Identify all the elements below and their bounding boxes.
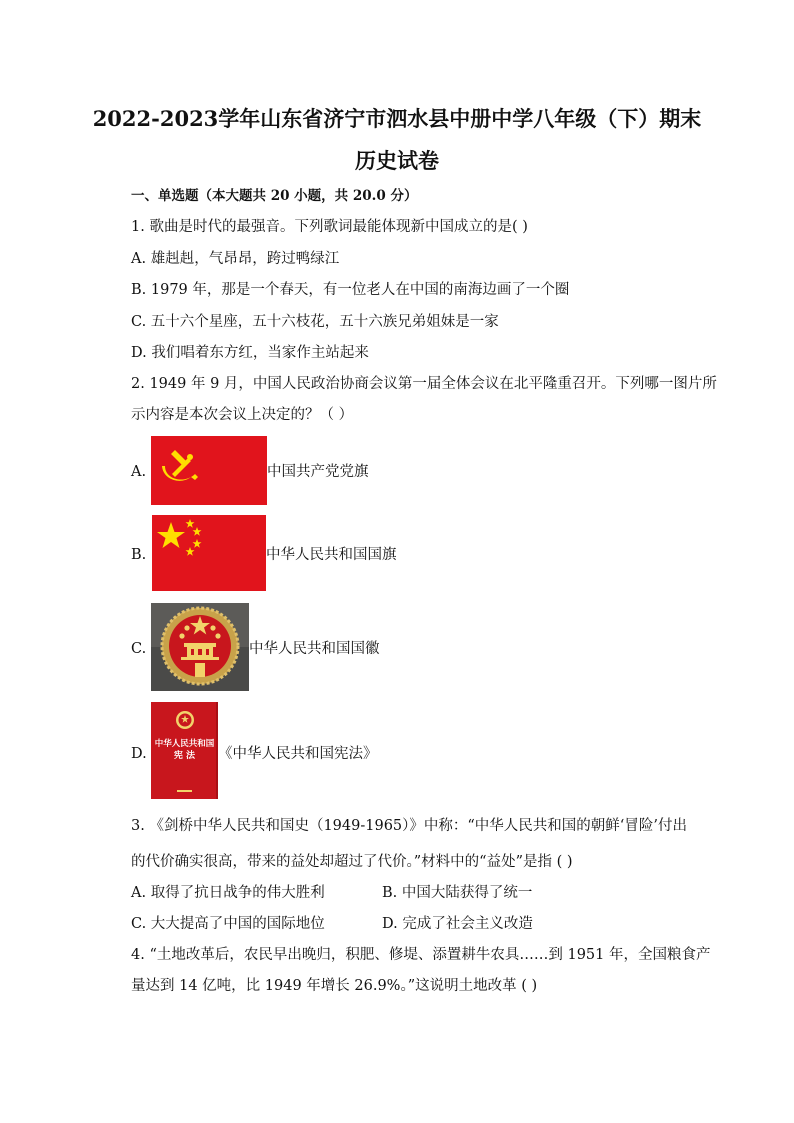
q2-option-c-label[interactable]: C. — [131, 641, 147, 657]
q1-option-c[interactable]: C. 五十六个星座，五十六枝花，五十六族兄弟姐妹是一家 — [131, 314, 499, 330]
emblem-icon — [175, 710, 195, 730]
constitution-book-image[interactable] — [151, 702, 218, 799]
q3-option-b[interactable]: B. 中国大陆获得了统一 — [382, 885, 533, 901]
q2-stem-line2: 示内容是本次会议上决定的？（ ） — [131, 407, 354, 423]
q2-option-b-text: 中华人民共和国国旗 — [266, 547, 397, 563]
q2-option-d-text: 《中华人民共和国宪法》 — [218, 746, 378, 762]
q2-option-a-label[interactable]: A. — [131, 464, 147, 480]
q3-stem-line1: 3. 《剑桥中华人民共和国史（1949-1965）》中称：“中华人民共和国的朝鲜‘冒险’付出 — [131, 818, 688, 834]
book-title-line2: 宪 法 — [173, 751, 196, 761]
book-title-line1: 中华人民共和国 — [154, 739, 215, 749]
q2-option-c-text: 中华人民共和国国徽 — [249, 641, 380, 657]
q1-option-d[interactable]: D. 我们唱着东方红，当家作主站起来 — [131, 345, 369, 361]
national-emblem-image[interactable] — [151, 603, 249, 691]
q3-option-a[interactable]: A. 取得了抗日战争的伟大胜利 — [131, 885, 325, 901]
party-flag-image[interactable] — [151, 436, 267, 505]
exam-title-line2: 历史试卷 — [355, 148, 439, 173]
book-publisher-mark — [177, 790, 192, 792]
q2-option-b-label[interactable]: B. — [131, 547, 147, 563]
q1-option-a[interactable]: A. 雄赳赳，气昂昂，跨过鸭绿江 — [131, 251, 340, 267]
q2-stem-line1: 2. 1949 年 9 月，中国人民政治协商会议第一届全体会议在北平隆重召开。下列哪一图片所 — [131, 376, 717, 392]
q2-option-a-text: 中国共产党党旗 — [267, 464, 369, 480]
q1-option-b[interactable]: B. 1979 年，那是一个春天，有一位老人在中国的南海边画了一个圈 — [131, 282, 570, 298]
section-heading: 一、单选题（本大题共 20 小题，共 20.0 分） — [131, 188, 418, 204]
national-flag-image[interactable] — [152, 515, 266, 591]
q2-option-d-label[interactable]: D. — [131, 746, 147, 762]
q3-option-c[interactable]: C. 大大提高了中国的国际地位 — [131, 916, 325, 932]
q4-stem-line1: 4. “土地改革后，农民早出晚归，积肥、修堤、添置耕牛农具……到 1951 年，全国粮食产 — [131, 947, 711, 963]
q3-stem-line2: 的代价确实很高，带来的益处却超过了代价。”材料中的“益处”是指 ( ) — [131, 854, 573, 870]
q3-option-d[interactable]: D. 完成了社会主义改造 — [382, 916, 533, 932]
q4-stem-line2: 量达到 14 亿吨，比 1949 年增长 26.9%。”这说明土地改革 ( ) — [131, 978, 538, 994]
exam-title-line1: 2022-2023学年山东省济宁市泗水县中册中学八年级（下）期末 — [92, 106, 702, 131]
q1-stem: 1. 歌曲是时代的最强音。下列歌词最能体现新中国成立的是( ) — [131, 219, 528, 235]
